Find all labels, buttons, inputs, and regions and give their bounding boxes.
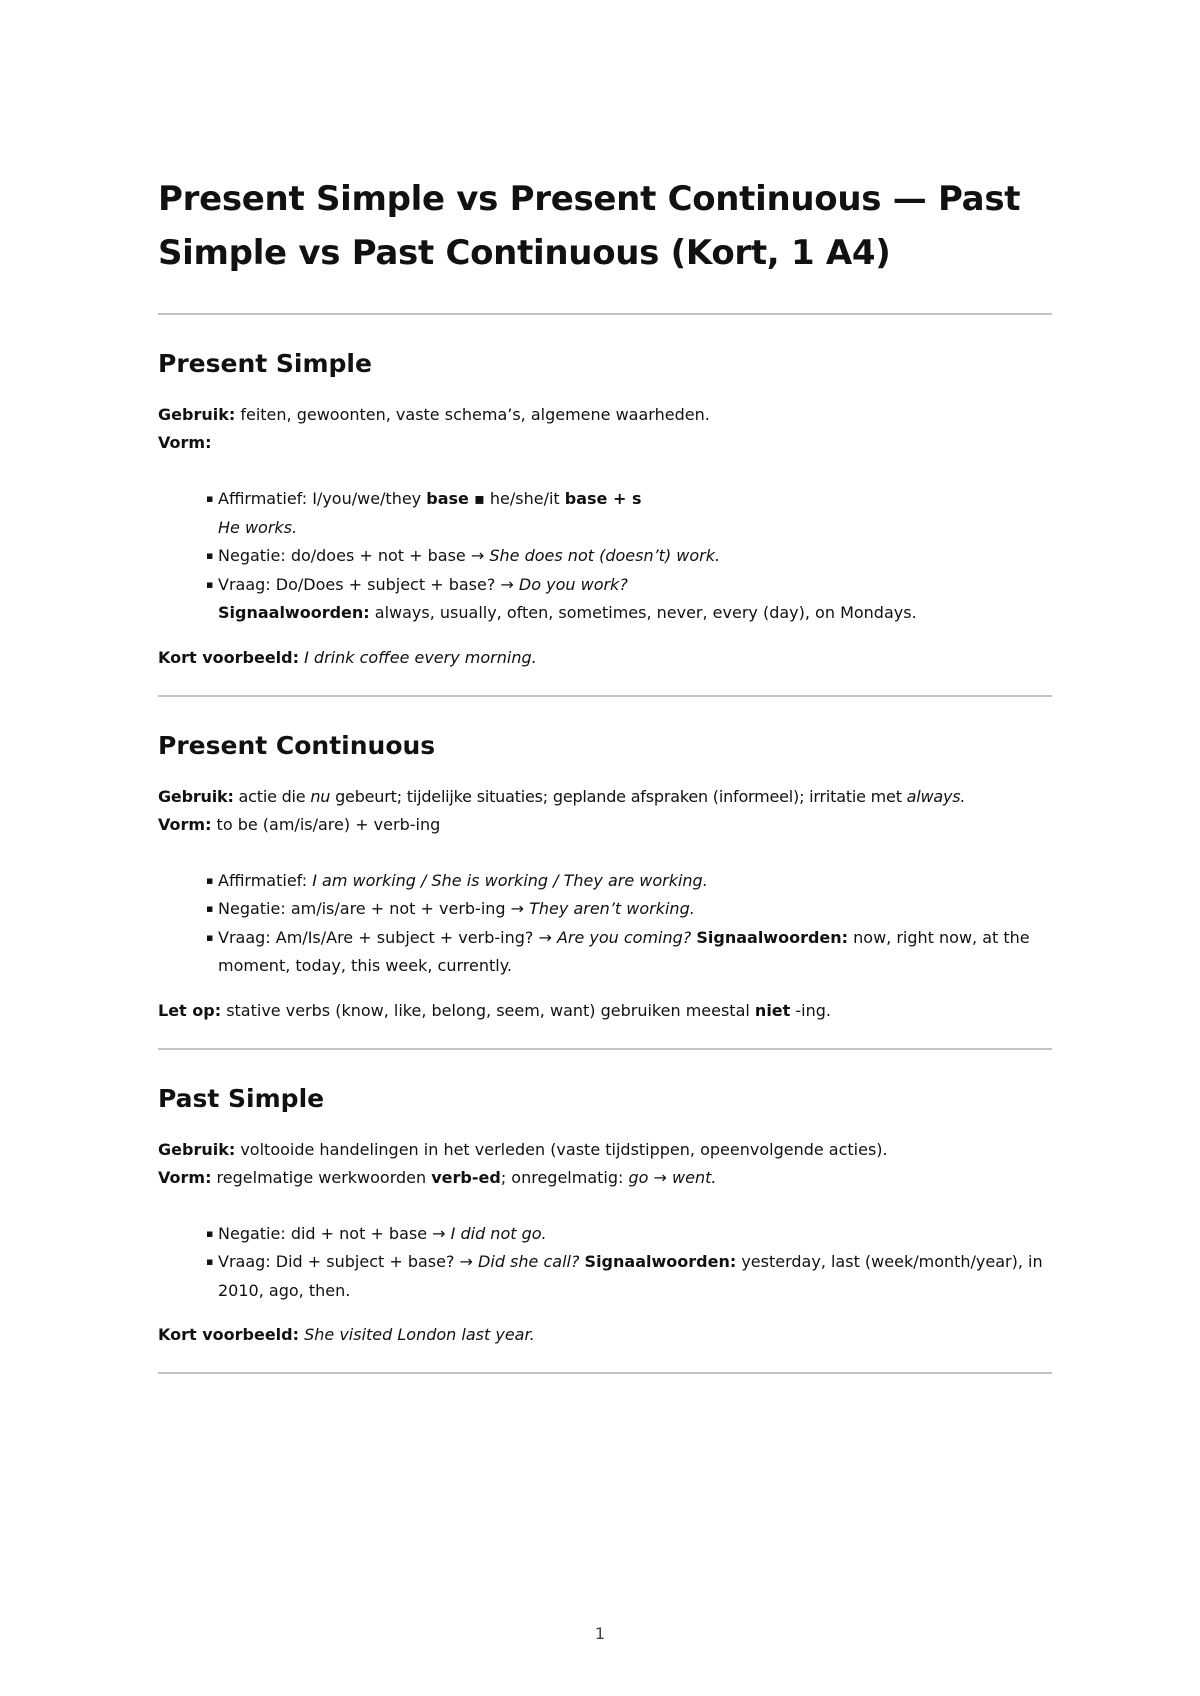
section-heading: Present Continuous bbox=[158, 730, 436, 760]
gebruik-line: Gebruik: actie die nu gebeurt; tijdelijke situaties; geplande afspraken (informeel); irritatie met always. bbox=[158, 786, 966, 806]
section-present-continuous bbox=[158, 730, 1052, 1025]
section-heading: Past Simple bbox=[158, 1083, 325, 1113]
list-item: ▪ Affirmatief: I/you/we/they base ▪ he/she/it base + s He works. bbox=[206, 485, 1052, 542]
gebruik-line: Gebruik: feiten, gewoonten, vaste schema’s, algemene waarheden. bbox=[158, 405, 710, 424]
voorbeeld-line: Kort voorbeeld: I drink coffee every morning. bbox=[158, 647, 537, 667]
list-item: ▪ Vraag: Am/Is/Are + subject + verb-ing? → Are you coming? Signaalwoorden: now, right now, at the moment, today, this week, currently. bbox=[206, 924, 1052, 981]
list-item: ▪ Vraag: Did + subject + base? → Did she call? Signaalwoorden: yesterday, last (week/month/year), in 2010, ago, then. bbox=[206, 1248, 1052, 1305]
rule-list bbox=[158, 1220, 1052, 1306]
section-heading: Present Simple bbox=[158, 349, 372, 378]
rule-list bbox=[158, 867, 1052, 981]
list-item: ▪ Negatie: did + not + base → I did not go. bbox=[206, 1220, 1052, 1249]
list-item: ▪ Affirmatief: I am working / She is working / They are working. bbox=[206, 867, 1052, 896]
divider bbox=[158, 313, 1052, 315]
page-title: Present Simple vs Present Continuous — Past Simple vs Past Continuous (Kort, 1 A4) bbox=[158, 179, 1021, 273]
vorm-line: Vorm: to be (am/is/are) + verb-ing bbox=[158, 814, 441, 834]
gebruik-line: Gebruik: voltooide handelingen in het verleden (vaste tijdstippen, opeenvolgende acties). bbox=[158, 1139, 888, 1159]
voorbeeld-line: Kort voorbeeld: She visited London last year. bbox=[158, 1325, 535, 1344]
divider bbox=[158, 695, 1052, 697]
rule-list bbox=[158, 485, 1052, 628]
section-past-simple bbox=[158, 1083, 1052, 1350]
letop-line: Let op: stative verbs (know, like, belong, seem, want) gebruiken meestal niet -ing. bbox=[158, 1000, 831, 1020]
divider bbox=[158, 1048, 1052, 1050]
document-page bbox=[158, 172, 1052, 1374]
divider bbox=[158, 1372, 1052, 1374]
list-item: ▪ Negatie: do/does + not + base → She does not (doesn’t) work. bbox=[206, 542, 1052, 571]
list-item: ▪ Negatie: am/is/are + not + verb-ing → They aren’t working. bbox=[206, 895, 1052, 924]
vorm-line: Vorm: regelmatige werkwoorden verb-ed; onregelmatig: go → went. bbox=[158, 1167, 717, 1187]
page-number: 1 bbox=[594, 1624, 606, 1643]
vorm-line: Vorm: bbox=[158, 433, 212, 452]
list-item: ▪ Vraag: Do/Does + subject + base? → Do you work? Signaalwoorden: always, usually, often, sometimes, never, every (day), on Mondays. bbox=[206, 571, 1052, 628]
section-present-simple bbox=[158, 348, 1052, 672]
